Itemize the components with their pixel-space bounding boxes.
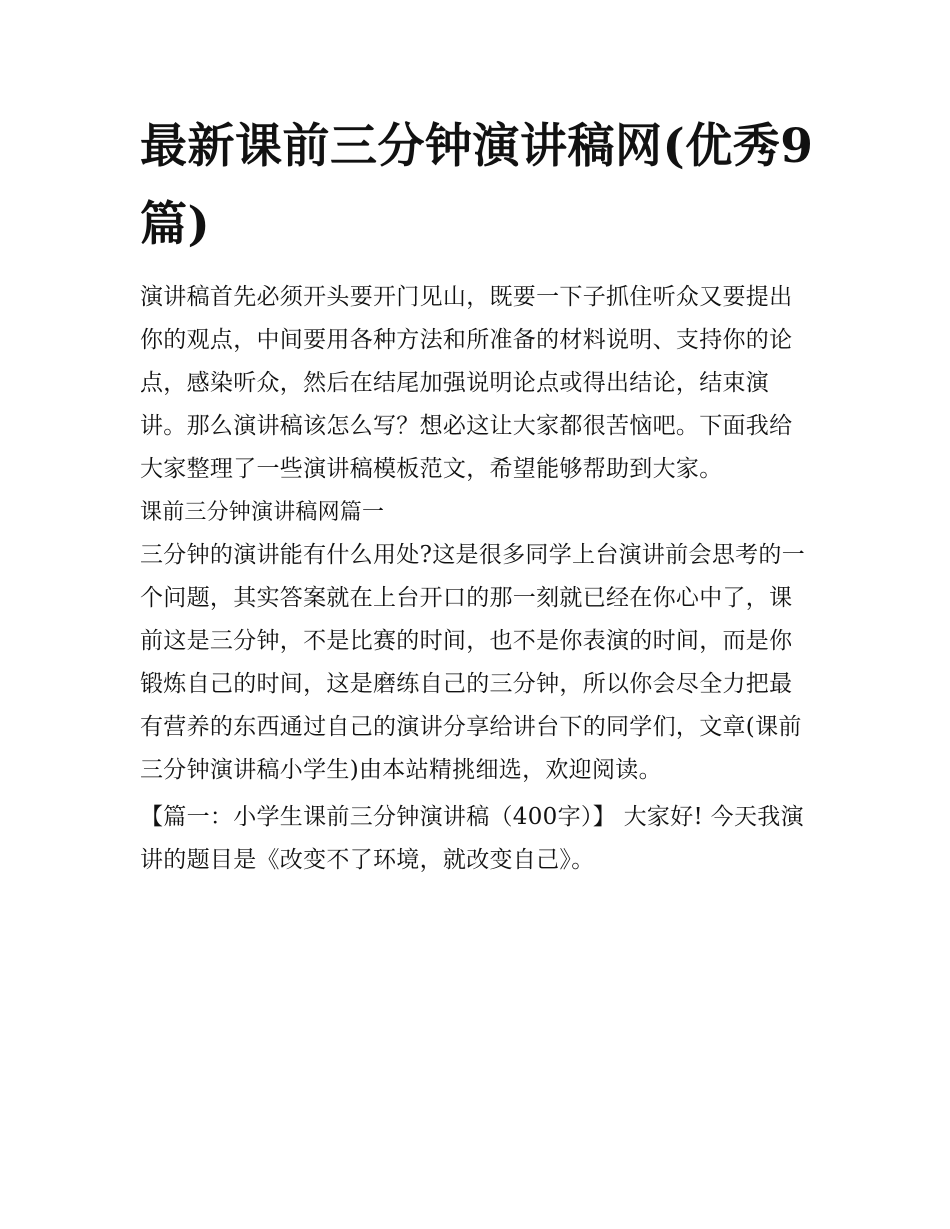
body-paragraph: 三分钟的演讲能有什么用处?这是很多同学上台演讲前会思考的一个问题，其实答案就在上台开口的那一刻就已经在你心中了，课前这是三分钟，不是比赛的时间，也不是你表演的时间，而是你锻炼自己的时间，这是磨练自己的三分钟，所以你会尽全力把最有营养的东西通过自己的演讲分享给讲台下的同学们，文章(课前三分钟演讲稿小学生)由本站精挑细选，欢迎阅读。 [140, 542, 806, 783]
document-content [140, 108, 815, 882]
section-heading: 课前三分钟演讲稿网篇一 [140, 500, 385, 525]
final-paragraph: 【篇一：小学生课前三分钟演讲稿（400字）】 大家好! 今天我演讲的题目是《改变不了环境，就改变自己》。 [140, 804, 804, 873]
intro-paragraph: 演讲稿首先必须开头要开门见山，既要一下子抓住听众又要提出你的观点，中间要用各种方法和所准备的材料说明、支持你的论点，感染听众，然后在结尾加强说明论点或得出结论，结束演讲。那么演讲稿该怎么写？想必这让大家都很苦恼吧。下面我给大家整理了一些演讲稿模板范文，希望能够帮助到大家。 [140, 284, 793, 482]
document-title: 最新课前三分钟演讲稿网(优秀9篇) [140, 119, 814, 252]
